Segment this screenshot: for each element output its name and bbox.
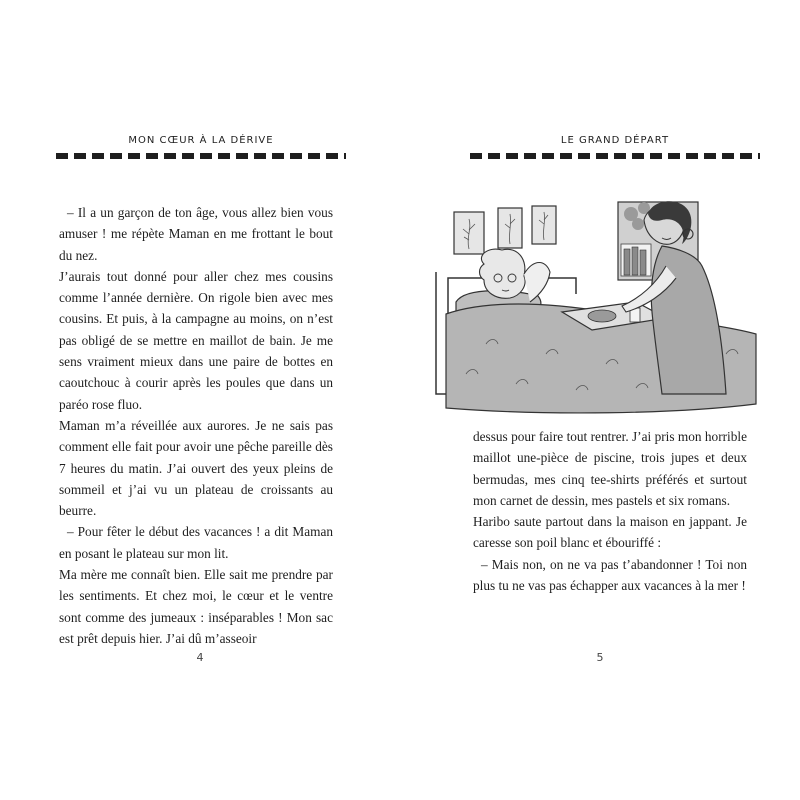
right-page (400, 0, 800, 800)
paragraph: dessus pour faire tout rentrer. J’ai pris mon horrible maillot une-pièce de piscine, trois jupes et deux bermudas, mes cinq tee-shirts préférés et surtout mon carnet de dessin, mes pastels et six romans. (473, 429, 747, 508)
dashed-rule (470, 153, 760, 159)
paragraph: – Mais non, on ne va pas t’abandonner ! Toi non plus tu ne vas pas échapper aux vacances à la mer ! (473, 556, 747, 594)
body-text (59, 202, 333, 649)
paragraph: J’aurais tout donné pour aller chez mes cousins comme l’année dernière. On rigole bien avec mes cousins. Et puis, à la campagne au moins, on n’est pas obligé de se mettre en maillot de bain. Je me sens vraiment mieux dans une paire de bottes en caoutchouc à courir après les poules que dans un paréo rose fluo. (59, 268, 333, 412)
page-number: 4 (196, 651, 204, 664)
dashed-rule (56, 153, 346, 159)
running-head: LE GRAND DÉPART (560, 135, 670, 146)
paragraph: – Pour fêter le début des vacances ! a dit Maman en posant le plateau sur mon lit. (59, 524, 333, 561)
paragraph: Maman m’a réveillée aux aurores. Je ne sais pas comment elle fait pour avoir une pêche pareille dès 7 heures du matin. J’ai ouvert des yeux pleins de sommeil et j’ai vu un plateau de croissants au beurre. (59, 417, 333, 519)
page-number: 5 (596, 651, 604, 664)
body-text (473, 426, 747, 596)
bedroom-illustration (426, 194, 766, 420)
paragraph: Haribo saute partout dans la maison en jappant. Je caresse son poil blanc et ébouriffé : (473, 514, 747, 551)
paragraph: – Il a un garçon de ton âge, vous allez bien vous amuser ! me répète Maman en me frottant le bout du nez. (59, 205, 333, 263)
paragraph: Ma mère me connaît bien. Elle sait me prendre par les sentiments. Et chez moi, le cœur et le ventre sont comme des jumeaux : inséparables ! Mon sac est prêt depuis hier. J’ai dû m’asseoir (59, 567, 333, 646)
running-head: MON CŒUR À LA DÉRIVE (128, 135, 274, 146)
